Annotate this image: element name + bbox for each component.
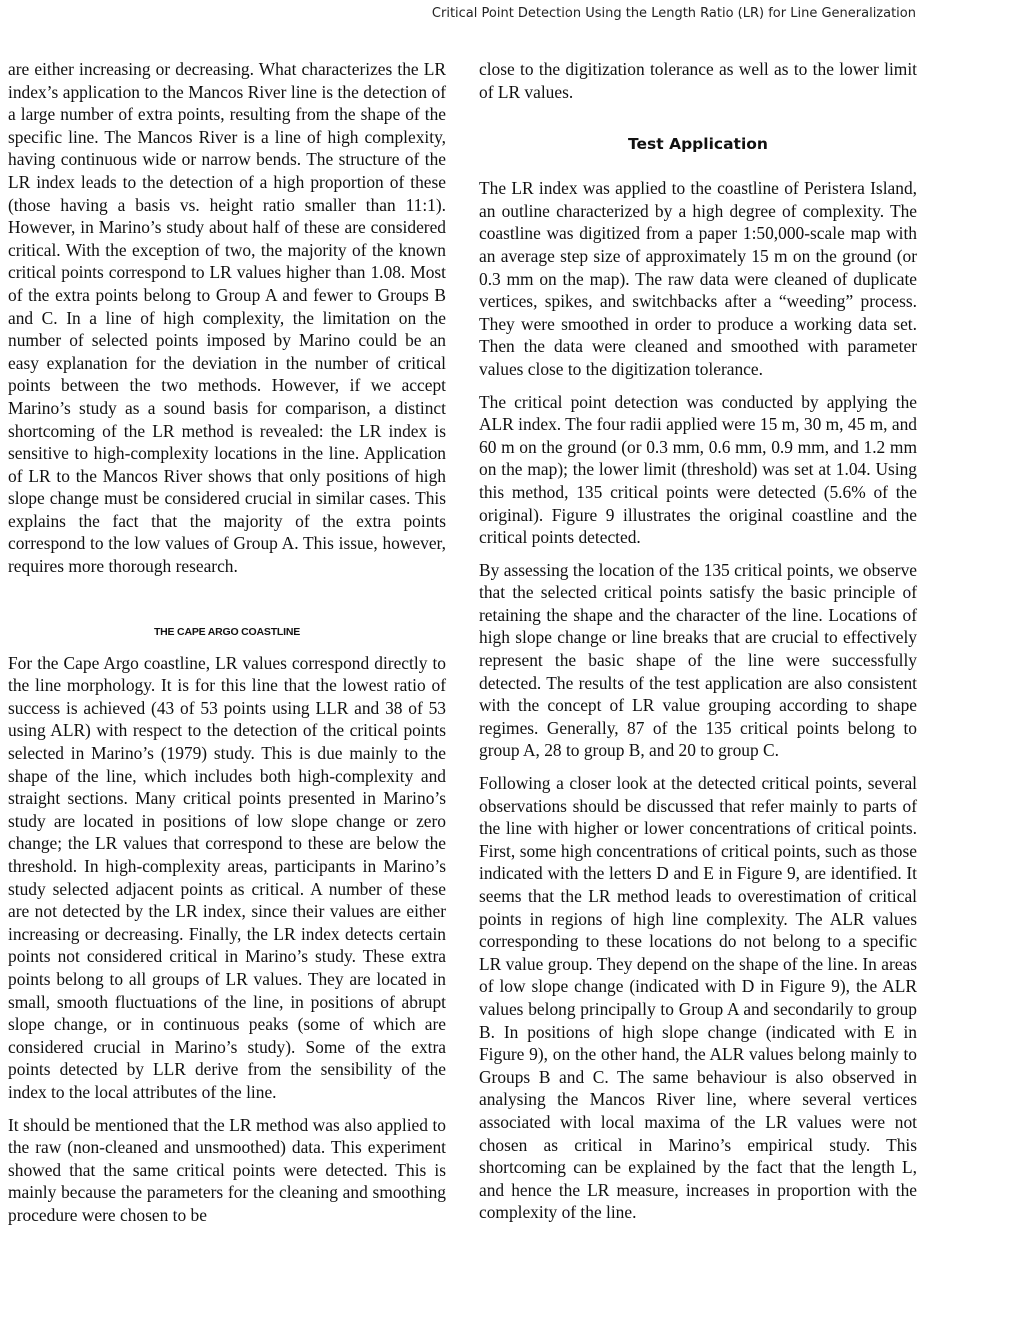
body-paragraph: close to the digitization tolerance as well as to the lower limit of LR values. [479,59,917,102]
body-paragraph: For the Cape Argo coastline, LR values correspond directly to the line morphology. It is for this line that the lowest ratio of success is achieved (43 of 53 points using LLR and 38 of 53 using ALR) with respect to the detection of the critical points selected in Marino’s (1979) study. This is due mainly to the shape of the line, which includes both high-complexity and straight sections. Many critical points presented in Marino’s study are located in positions of low slope change or zero change; the LR values that correspond to these are below the threshold. In high-complexity areas, participants in Marino’s study selected adjacent points as critical. A number of these are not detected by the LR index, since their values are either increasing or decreasing. Finally, the LR index detects certain points not considered critical in Marino’s study. These extra points belong to all groups of LR values. They are located in small, smooth fluctuations of the line, in positions of abrupt slope change, or in continuous peaks (some of which are considered crucial in Marino’s study). Some of the extra points detected by LLR derive from the sensibility of the index to the local attributes of the line. [8,652,446,1102]
body-paragraph: By assessing the location of the 135 critical points, we observe that the selected critical points satisfy the basic principle of retaining the shape and the character of the line. Locations of high slope change or line breaks that are crucial to effectively represent the basic shape of the line were successfully detected. The results of the test application are also consistent with the concept of LR value grouping according to shape regimes. Generally, 87 of the 135 critical points belong to group A, 28 to group B, and 20 to group C. [479,559,917,761]
body-paragraph: It should be mentioned that the LR method was also applied to the raw (non-cleaned and unsmoothed) data. This experiment showed that the same critical points were detected. This is mainly because the parameters for the cleaning and smoothing procedure were chosen to be [8,1114,446,1225]
section-heading: Test Application [628,135,768,154]
body-paragraph: are either increasing or decreasing. What characterizes the LR index’s application to the Mancos River line is the detection of a large number of extra points, resulting from the shape of the specific line. The Mancos River is a line of high complexity, having continuous wide or narrow bends. The structure of the LR index leads to the detection of a high proportion of these (those having a basis vs. height ratio smaller than 11:1). However, in Marino’s study about half of these are considered critical. With the exception of two, the majority of the known critical points correspond to LR values higher than 1.08. Most of the extra points belong to Group A and fewer to Groups B and C. In a line of high complexity, the limitation on the number of selected points imposed by Marino could be an easy explanation for the deviation in the number of critical points between the two methods. However, if we accept Marino’s study as a sound basis for comparison, a distinct shortcoming of the LR method is revealed: the LR index is sensitive to high-complexity locations in the line. Application of LR to the Mancos River shows that only positions of high slope change must be considered crucial in similar cases. This explains the fact that the majority of the extra points correspond to the low values of Group A. This issue, however, requires more thorough research. [8,59,446,577]
body-paragraph: The critical point detection was conducted by applying the ALR index. The four radii applied were 15 m, 30 m, 45 m, and 60 m on the ground (or 0.3 mm, 0.6 mm, 0.9 mm, and 1.2 mm on the map); the lower limit (threshold) was set at 1.04. Using this method, 135 critical points were detected (5.6% of the original). Figure 9 illustrates the original coastline and the critical points detected. [479,391,917,548]
right-column [479,58,917,1234]
running-head: Critical Point Detection Using the Length Ratio (LR) for Line Generalization [431,6,916,21]
body-paragraph: Following a closer look at the detected critical points, several observations should be discussed that refer mainly to parts of the line with higher or lower concentrations of critical points. First, some high concentrations of critical points, such as those indicated with the letters D and E in Figure 9, are identified. It seems that the LR method leads to overestimation of critical points in regions of high line complexity. The ALR values corresponding to these locations do not belong to a specific LR value group. They depend on the shape of the line. In areas of low slope change (indicated with D in Figure 9), the ALR values belong principally to Group A and secondarily to group B. In positions of high slope change (indicated with E in Figure 9), on the other hand, the ALR values belong mainly to Groups B and C. The same behaviour is also observed in analysing the Mancos River line, where several vertices associated with local maxima of the LR values were not chosen as critical in Marino’s empirical study. This shortcoming can be explained by the fact that the length L, and hence the LR measure, increases in proportion with the complexity of the line. [479,773,917,1223]
left-column [8,58,446,1237]
body-paragraph: The LR index was applied to the coastline of Peristera Island, an outline characterized by a high degree of complexity. The coastline was digitized from a paper 1:50,000-scale map with an average step size of approximately 15 m on the ground (or 0.3 mm on the map). The raw data were cleaned of duplicate vertices, spikes, and switchbacks after a “weeding” process. They were smoothed in order to produce a working data set. Then the data were cleaned and smoothed with parameter values close to the digitization tolerance. [479,178,917,379]
subsection-heading: THE CAPE ARGO COASTLINE [153,625,301,638]
